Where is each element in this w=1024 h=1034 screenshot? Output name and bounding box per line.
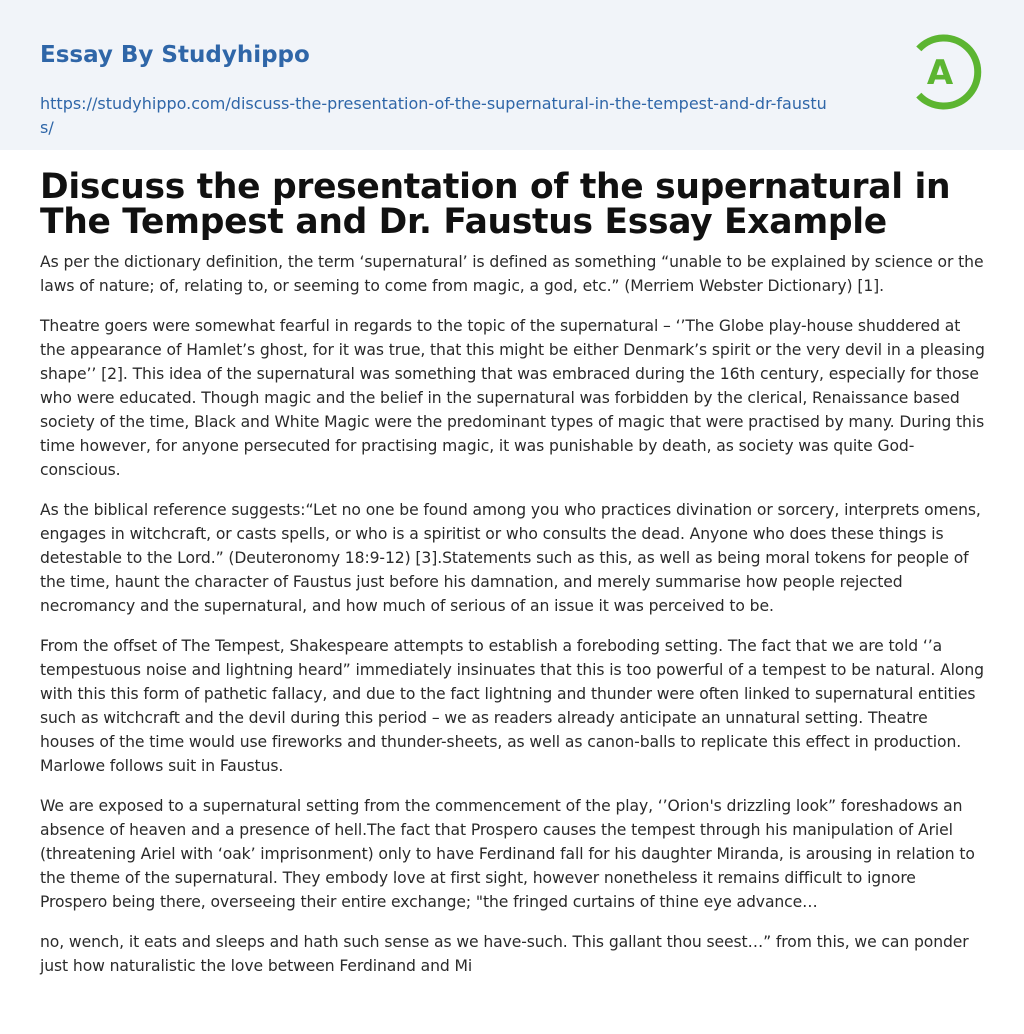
paragraph: As per the dictionary definition, the term ‘supernatural’ is defined as something “unable to be explained by science or the laws of nature; of, relating to, or seeming to come from magic, a god, etc.” (Merriem Webster Dictionary) [1]. <box>40 253 984 295</box>
site-header <box>0 0 1024 150</box>
paragraph: no, wench, it eats and sleeps and hath such sense as we have-such. This gallant thou seest…” from this, we can ponder just how naturalistic the love between Ferdinand and Mi <box>40 933 969 975</box>
article-title: Discuss the presentation of the supernatural in The Tempest and Dr. Faustus Essay Example <box>40 167 951 242</box>
logo-letter: A <box>926 53 954 93</box>
source-url-link[interactable]: https://studyhippo.com/discuss-the-presentation-of-the-supernatural-in-the-tempest-and-dr-faustus/ <box>40 94 827 137</box>
paragraph: We are exposed to a supernatural setting from the commencement of the play, ‘’Orion's drizzling look” foreshadows an absence of heaven and a presence of hell.The fact that Prospero causes the tempest through his manipulation of Ariel (threatening Ariel with ‘oak’ imprisonment) only to have Ferdinand fall for his daughter Miranda, is arousing in relation to the theme of the supernatural. They embody love at first sight, however nonetheless it remains difficult to ignore Prospero being there, overseeing their entire exchange; "the fringed curtains of thine eye advance… <box>40 797 975 911</box>
paragraph: As the biblical reference suggests:“Let no one be found among you who practices divination or sorcery, interprets omens, engages in witchcraft, or casts spells, or who is a spiritist or who consults the dead. Anyone who does these things is detestable to the Lord.” (Deuteronomy 18:9-12) [3].Statements such as this, as well as being moral tokens for people of the time, haunt the character of Faustus just before his damnation, and merely summarise how people rejected necromancy and the supernatural, and how much of serious of an issue it was perceived to be. <box>40 501 981 615</box>
article-body <box>40 250 986 994</box>
brand-title[interactable]: Essay By Studyhippo <box>40 42 310 68</box>
paragraph: Theatre goers were somewhat fearful in regards to the topic of the supernatural – ‘’The Globe play-house shuddered at the appearance of Hamlet’s ghost, for it was true, that this might be either Denmark’s spirit or the very devil in a pleasing shape’’ [2]. This idea of the supernatural was something that was embraced during the 16th century, especially for those who were educated. Though magic and the belief in the supernatural was forbidden by the clerical, Renaissance based society of the time, Black and White Magic were the predominant types of magic that were practised by many. During this time however, for anyone persecuted for practising magic, it was punishable by death, as society was quite God-conscious. <box>40 317 985 479</box>
studyhippo-logo-icon[interactable] <box>912 29 986 115</box>
paragraph: From the offset of The Tempest, Shakespeare attempts to establish a foreboding setting. The fact that we are told ‘’a tempestuous noise and lightning heard” immediately insinuates that this is too powerful of a tempest to be natural. Along with this this form of pathetic fallacy, and due to the fact lightning and thunder were often linked to supernatural entities such as witchcraft and the devil during this period – we as readers already anticipate an unnatural setting. Theatre houses of the time would use fireworks and thunder-sheets, as well as canon-balls to replicate this effect in production. Marlowe follows suit in Faustus. <box>40 637 984 775</box>
